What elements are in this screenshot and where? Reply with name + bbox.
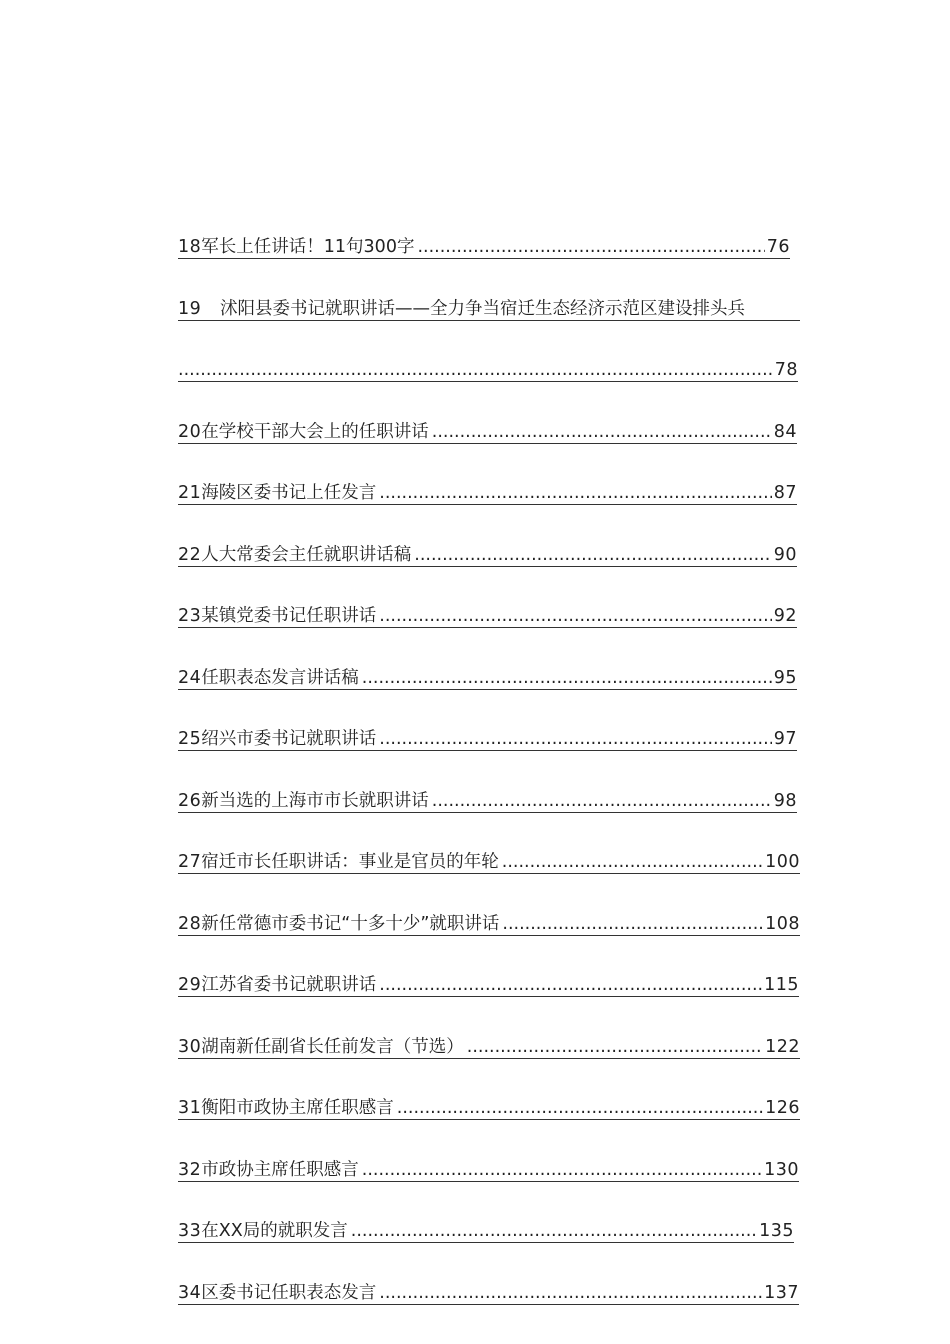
toc-entry-27[interactable] — [178, 846, 800, 908]
toc-entry-24[interactable] — [178, 662, 800, 724]
toc-entry-26[interactable] — [178, 785, 800, 847]
toc-entry-page: 135 — [759, 1221, 794, 1241]
toc-entry-22[interactable] — [178, 539, 800, 601]
table-of-contents — [178, 231, 800, 1338]
toc-entry-title: 沭阳县委书记就职讲话——全力争当宿迁生态经济示范区建设排头兵 — [220, 298, 745, 319]
toc-entry-page: 108 — [765, 913, 800, 934]
toc-entry-page: 130 — [764, 1159, 799, 1180]
toc-entry-page: 97 — [773, 729, 797, 749]
toc-entry-number: 23 — [178, 606, 202, 626]
toc-entry-title: 任职表态发言讲话稿 — [201, 667, 359, 688]
toc-leader-dots — [362, 1159, 762, 1181]
toc-entry-page: 115 — [764, 975, 799, 995]
toc-leader-dots — [417, 236, 764, 258]
toc-entry-29[interactable] — [178, 969, 800, 1031]
toc-entry-number: 24 — [178, 667, 202, 688]
toc-entry-title: 新当选的上海市市长就职讲话 — [201, 790, 429, 811]
toc-entry-page: 98 — [773, 790, 797, 811]
toc-entry-title: 某镇党委书记任职讲话 — [201, 606, 377, 626]
toc-leader-dots — [362, 667, 772, 689]
toc-entry-title: 江苏省委书记就职讲话 — [201, 975, 377, 995]
toc-entry-18[interactable] — [178, 231, 800, 293]
toc-entry-page: 100 — [765, 852, 800, 872]
toc-leader-dots — [432, 790, 772, 812]
toc-entry-34[interactable] — [178, 1277, 800, 1339]
toc-entry-number: 31 — [178, 1098, 202, 1118]
toc-leader-dots — [502, 913, 763, 935]
toc-entry-number: 20 — [178, 421, 202, 442]
toc-leader-dots — [379, 605, 771, 627]
toc-entry-33[interactable] — [178, 1215, 800, 1277]
toc-entry-number: 21 — [178, 483, 202, 503]
toc-entry-20[interactable] — [178, 416, 800, 478]
toc-entry-number: 29 — [178, 975, 202, 995]
toc-entry-number: 25 — [178, 729, 202, 749]
toc-entry-title: 宿迁市长任职讲话：事业是官员的年轮 — [201, 852, 499, 872]
toc-leader-dots — [502, 851, 763, 873]
toc-entry-30[interactable] — [178, 1031, 800, 1093]
toc-leader-dots — [414, 544, 771, 566]
toc-entry-page: 95 — [773, 667, 797, 688]
toc-entry-title: 区委书记任职表态发言 — [201, 1282, 377, 1303]
toc-entry-title: 新任常德市委书记“十多十少”就职讲话 — [201, 913, 500, 934]
toc-entry-page: 137 — [764, 1282, 799, 1303]
toc-entry-page: 76 — [766, 237, 790, 257]
toc-entry-32[interactable] — [178, 1154, 800, 1216]
toc-entry-number: 22 — [178, 544, 202, 565]
toc-entry-page: 87 — [773, 483, 797, 503]
toc-entry-number: 18 — [178, 237, 202, 257]
toc-entry-title: 市政协主席任职感言 — [201, 1159, 359, 1180]
toc-entry-19-continuation[interactable] — [178, 354, 800, 416]
toc-entry-title: 人大常委会主任就职讲话稿 — [201, 544, 412, 565]
toc-leader-dots — [379, 728, 771, 750]
toc-entry-title: 湖南新任副省长任前发言（节选） — [201, 1036, 464, 1057]
toc-entry-number: 33 — [178, 1221, 202, 1241]
toc-entry-number: 19 — [178, 298, 202, 319]
toc-entry-title: 海陵区委书记上任发言 — [201, 483, 377, 503]
toc-entry-number: 30 — [178, 1036, 202, 1057]
toc-entry-page: 84 — [773, 421, 797, 442]
toc-entry-number: 27 — [178, 852, 202, 872]
toc-entry-page: 92 — [773, 606, 797, 626]
toc-leader-dots — [467, 1036, 763, 1058]
toc-leader-dots — [397, 1097, 763, 1119]
toc-leader-dots — [379, 1282, 762, 1304]
toc-leader-dots — [379, 482, 771, 504]
toc-entry-page: 90 — [773, 544, 797, 565]
toc-leader-dots — [351, 1220, 757, 1242]
toc-entry-19[interactable] — [178, 293, 800, 355]
toc-entry-title: 绍兴市委书记就职讲话 — [201, 729, 377, 749]
toc-entry-page: 122 — [765, 1036, 800, 1057]
toc-leader-dots — [178, 359, 773, 381]
toc-entry-number: 34 — [178, 1282, 202, 1303]
toc-entry-number: 32 — [178, 1159, 202, 1180]
toc-entry-title: 衡阳市政协主席任职感言 — [201, 1098, 394, 1118]
toc-entry-title: 在学校干部大会上的任职讲话 — [201, 421, 429, 442]
toc-entry-title: 军长上任讲话！11句300字 — [201, 237, 415, 257]
toc-entry-31[interactable] — [178, 1092, 800, 1154]
toc-entry-21[interactable] — [178, 477, 800, 539]
toc-entry-number: 26 — [178, 790, 202, 811]
toc-leader-dots — [432, 421, 772, 443]
toc-entry-page: 78 — [774, 360, 798, 380]
toc-entry-title: 在XX局的就职发言 — [201, 1221, 348, 1241]
toc-entry-25[interactable] — [178, 723, 800, 785]
toc-entry-number: 28 — [178, 913, 202, 934]
toc-entry-page: 126 — [765, 1098, 800, 1118]
toc-leader-dots — [379, 974, 762, 996]
toc-entry-23[interactable] — [178, 600, 800, 662]
toc-entry-28[interactable] — [178, 908, 800, 970]
